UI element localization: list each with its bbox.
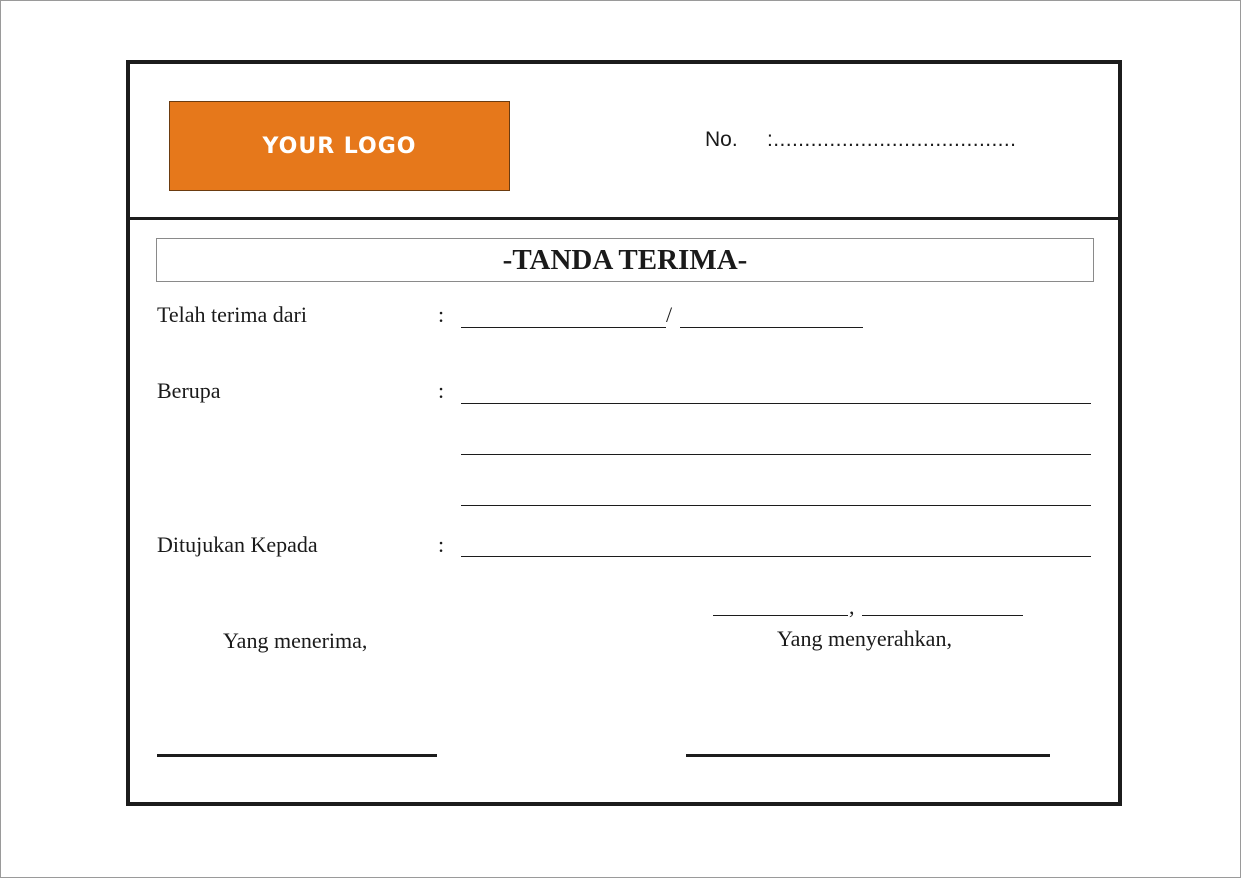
- giver-caption: Yang menyerahkan,: [777, 626, 952, 651]
- logo-placeholder: YOUR LOGO: [169, 101, 510, 191]
- form-title: -TANDA TERIMA-: [156, 238, 1094, 282]
- received-from-name-line[interactable]: [461, 327, 666, 328]
- items-label: Berupa: [157, 378, 221, 403]
- place-line[interactable]: [713, 615, 848, 616]
- number-field: :.......................................: [767, 128, 1017, 151]
- colon: :: [438, 302, 445, 327]
- slash-separator: /: [666, 302, 673, 327]
- items-line-1[interactable]: [461, 403, 1091, 404]
- addressed-to-label: Ditujukan Kepada: [157, 532, 318, 557]
- received-from-label: Telah terima dari: [157, 302, 307, 327]
- number-label: No.: [705, 128, 738, 151]
- colon: :: [438, 378, 445, 403]
- header-divider: [130, 217, 1118, 220]
- date-line[interactable]: [862, 615, 1023, 616]
- addressed-to-line[interactable]: [461, 556, 1091, 557]
- received-from-detail-line[interactable]: [680, 327, 863, 328]
- comma-separator: ,: [849, 594, 855, 619]
- items-line-3[interactable]: [461, 505, 1091, 506]
- receipt-form: [126, 60, 1122, 806]
- colon: :: [438, 532, 445, 557]
- items-line-2[interactable]: [461, 454, 1091, 455]
- giver-signature-line[interactable]: [686, 754, 1050, 757]
- receiver-signature-line[interactable]: [157, 754, 437, 757]
- receiver-caption: Yang menerima,: [223, 628, 368, 653]
